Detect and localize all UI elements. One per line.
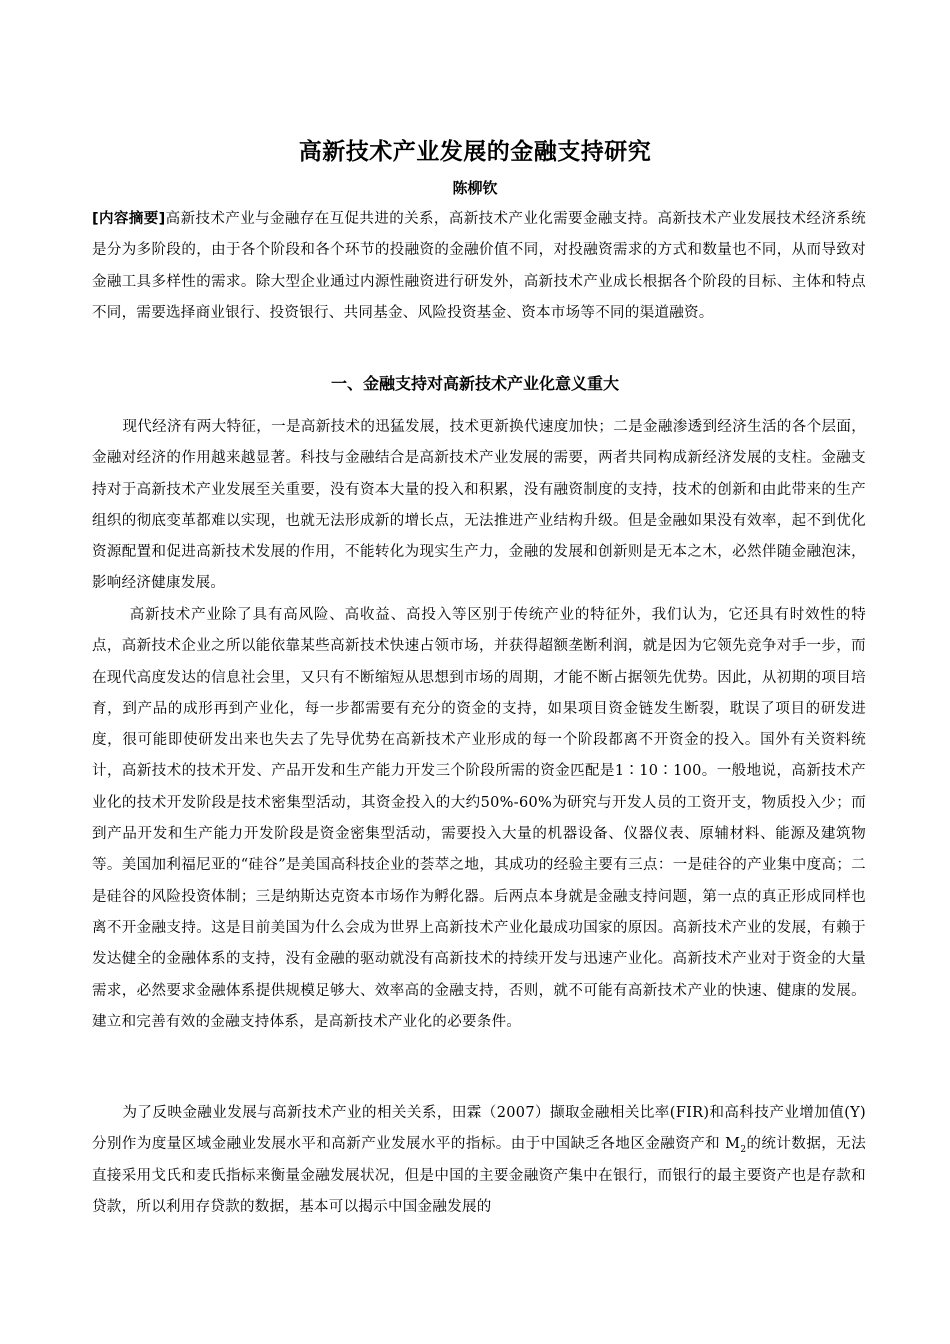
section-heading: 一、金融支持对高新技术产业化意义重大: [330, 374, 619, 393]
body-paragraph-1: 现代经济有两大特征，一是高新技术的迅猛发展，技术更新换代速度加快；二是金融渗透到经济生活的各个层面，金融对经济的作用越来越显著。科技与金融结合是高新技术产业发展的需要，两者共同构成新经济发展的支柱。金融支持对于高新技术产业发展至关重要，没有资本大量的投入和积累，没有融资制度的支持，技术的创新和由此带来的生产组织的彻底变革都难以实现，也就无法形成新的增长点，无法推进产业结构升级。但是金融如果没有效率，起不到优化资源配置和促进高新技术发展的作用，不能转化为现实生产力，金融的发展和创新则是无本之木，必然伴随金融泡沫，影响经济健康发展。: [92, 419, 866, 592]
document-title: 高新技术产业发展的金融支持研究: [298, 139, 652, 165]
paragraph-3-text-start: 为了反映金融业发展与高新技术产业的相关关系，田霖（2007）撷取金融相关比率(FIR)和高科技产业增加值(Y)分别作为度量区域金融业发展水平和高新产业发展水平的指标。由于中国缺乏各地区金融资产和 M: [92, 1105, 866, 1153]
abstract-paragraph: [92, 204, 866, 329]
author-name: 陈柳钦: [452, 179, 498, 197]
body-paragraph-2: 高新技术产业除了具有高风险、高收益、高投入等区别于传统产业的特征外，我们认为，它还具有时效性的特点，高新技术企业之所以能依靠某些高新技术快速占领市场，并获得超额垄断利润，就是因为它领先竞争对手一步，而在现代高度发达的信息社会里，又只有不断缩短从思想到市场的周期，才能不断占据领先优势。因此，从初期的项目培育，到产品的成形再到产业化，每一步都需要有充分的资金的支持，如果项目资金链发生断裂，耽误了项目的研发进度，很可能即使研发出来也失去了先导优势在高新技术产业形成的每一个阶段都离不开资金的投入。国外有关资料统计，高新技术的技术开发、产品开发和生产能力开发三个阶段所需的资金匹配是1∶10∶100。一般地说，高新技术产业化的技术开发阶段是技术密集型活动，其资金投入的大约50%-60%为研究与开发人员的工资开支，物质投入少；而到产品开发和生产能力开发阶段是资金密集型活动，需要投入大量的机器设备、仪器仪表、原辅材料、能源及建筑物等。美国加利福尼亚的“硅谷”是美国高科技企业的荟萃之地，其成功的经验主要有三点：一是硅谷的产业集中度高；二是硅谷的风险投资体制；三是纳斯达克资本市场作为孵化器。后两点本身就是金融支持问题，第一点的真正形成同样也离不开金融支持。这是目前美国为什么会成为世界上高新技术产业化最成功国家的原因。高新技术产业的发展，有赖于发达健全的金融体系的支持，没有金融的驱动就没有高新技术的持续开发与迅速产业化。高新技术产业对于资金的大量需求，必然要求金融体系提供规模足够大、效率高的金融支持，否则，就不可能有高新技术产业的快速、健康的发展。建立和完善有效的金融支持体系，是高新技术产业化的必要条件。: [92, 607, 866, 1030]
body-paragraph-3: [92, 1098, 866, 1223]
abstract-text: 高新技术产业与金融存在互促共进的关系，高新技术产业化需要金融支持。高新技术产业发展技术经济系统是分为多阶段的，由于各个阶段和各个环节的投融资的金融价值不同，对投融资需求的方式和数量也不同，从而导致对金融工具多样性的需求。除大型企业通过内源性融资进行研发外，高新技术产业成长根据各个阶段的目标、主体和特点不同，需要选择商业银行、投资银行、共同基金、风险投资基金、资本市场等不同的渠道融资。: [92, 211, 866, 321]
m2-subscript: 2: [740, 1145, 747, 1156]
abstract-label: [内容摘要]: [92, 211, 166, 227]
paragraph-3-text-end: 的统计数据，无法直接采用戈氏和麦氏指标来衡量金融发展状况，但是中国的主要金融资产集中在银行，而银行的最主要资产也是存款和贷款，所以利用存贷款的数据，基本可以揭示中国金融发展的: [92, 1136, 866, 1215]
